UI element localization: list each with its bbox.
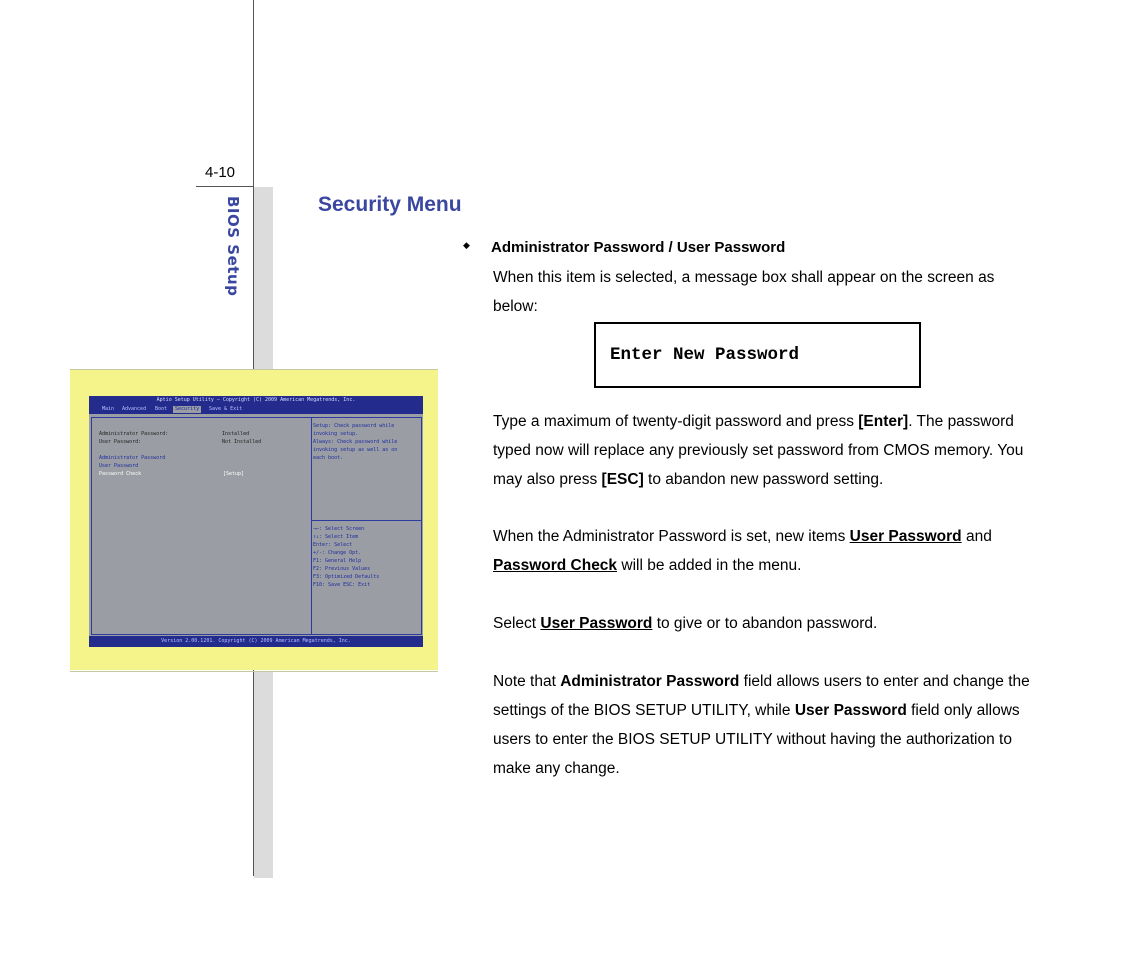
bios-key-hint: F10: Save ESC: Exit [313,582,371,588]
text-run: and [961,528,992,545]
margin-stripe [254,187,273,370]
bios-help-line: invoking setup as well as on [313,447,398,453]
bios-title-bar: Aptio Setup Utility – Copyright (C) 2009 American Megatrends, Inc. [89,396,423,405]
margin-stripe [254,672,273,878]
password-message-box [594,322,921,388]
text-run: will be added in the menu. [617,557,802,574]
administrator-password-term: Administrator Password [560,673,740,690]
bios-tab-advanced: Advanced [122,406,147,412]
paragraph: When this item is selected, a message box shall appear on the screen as below: [493,269,995,315]
text-run: Select [493,615,541,632]
bullet-icon: ◆ [463,240,470,250]
bios-admin-password-label: Administrator Password: [99,431,169,437]
bios-user-password-item: User Password [99,463,139,469]
bios-tab-security: Security [175,406,200,412]
bios-password-check-value: [Setup] [223,471,245,477]
text-run: Type a maximum of twenty-digit password and press [493,413,859,430]
bios-help-line: invoking setup. [313,431,359,437]
figure-rule [70,671,438,672]
password-check-term: Password Check [493,557,618,574]
bios-admin-password-status: Installed [222,431,250,437]
text-run: Note that [493,673,561,690]
bios-admin-password-item: Administrator Password [99,455,166,461]
bios-key-hint: F3: Optimized Defaults [313,574,380,580]
chapter-side-title: BIOS Setup [224,196,242,297]
page-number: 4-10 [205,164,236,181]
text-run: to give or to abandon password. [652,615,878,632]
text-run: . The password typed now will replace any previously set password from CMOS memory. You may also press [493,413,1024,488]
bios-tab-save-exit: Save & Exit [209,406,243,412]
bios-panel-divider [311,417,312,634]
bios-key-hint: F1: General Help [313,558,362,564]
bios-key-hint: Enter: Select [313,542,353,548]
user-password-term: User Password [849,528,962,545]
bios-key-hint: F2: Previous Values [313,566,371,572]
bios-screenshot [89,396,423,647]
bios-help-line: each boot. [313,455,344,461]
section-title: Security Menu [318,193,462,216]
bios-help-line: Always: Check password while [313,439,398,445]
item-heading: Administrator Password / User Password [491,239,786,256]
bios-menu-bar [89,405,423,414]
text-run: field only allows users to enter the BIOS SETUP UTILITY without having the authorization to make any change. [493,702,1020,777]
password-prompt: Enter New Password [610,345,800,365]
bios-key-hint: +/-: Change Opt. [313,550,362,556]
bios-help-line: Setup: Check password while [313,423,395,429]
bios-tab-main: Main [102,406,115,412]
esc-key-label: [ESC] [601,471,644,488]
paragraph [493,407,1038,494]
page-number-rule [196,186,254,187]
user-password-term: User Password [794,702,907,719]
paragraph [493,609,1038,638]
bios-help-divider [312,520,421,521]
bios-key-hint: ↑↓: Select Item [313,534,359,540]
bios-footer-bar: Version 2.00.1201. Copyright (C) 2009 American Megatrends, Inc. [89,636,423,647]
bios-tab-boot: Boot [155,406,168,412]
enter-key-label: [Enter] [858,413,909,430]
bios-user-password-status: Not Installed [222,439,262,445]
paragraph [493,522,1038,580]
paragraph [493,667,1038,783]
user-password-term: User Password [540,615,653,632]
text-run: field allows users to enter and change the settings of the BIOS SETUP UTILITY, while [493,673,1030,719]
bios-password-check-item: Password Check [99,471,142,477]
bios-user-password-label: User Password: [99,439,142,445]
text-run: When the Administrator Password is set, new items [493,528,850,545]
bios-key-hint: →←: Select Screen [313,526,365,532]
text-run: to abandon new password setting. [643,471,884,488]
